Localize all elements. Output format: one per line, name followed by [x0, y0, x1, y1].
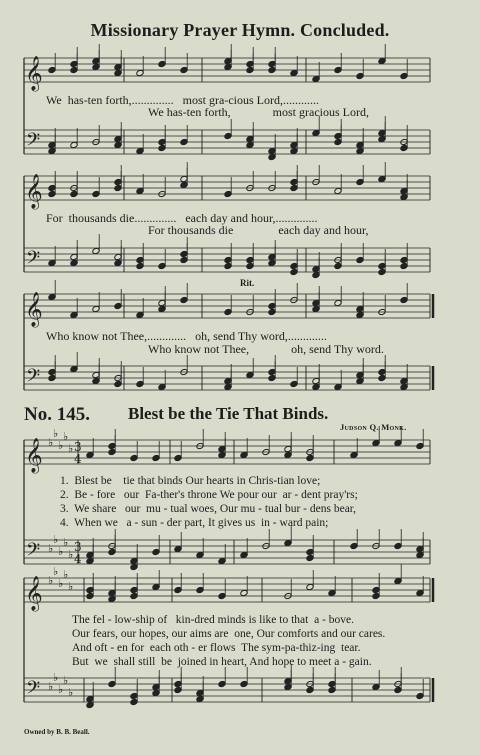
treble-clef-icon: 𝄞 — [25, 174, 43, 209]
flat-sign: ♭ — [58, 545, 64, 558]
bass-clef-icon: 𝄢 — [26, 130, 41, 155]
staff — [24, 438, 430, 474]
time-sig-top: 3 — [74, 540, 82, 554]
flat-sign: ♭ — [63, 536, 69, 549]
flat-sign: ♭ — [68, 548, 74, 561]
time-sig-bottom: 4 — [74, 452, 82, 466]
flat-sign: ♭ — [53, 565, 59, 578]
verse-2-line-b: Our fears, our hopes, our aims are one, Our comforts and our cares. — [72, 628, 386, 640]
owner-credit: Owned by B. B. Beall. — [24, 728, 90, 736]
flat-sign: ♭ — [48, 680, 54, 693]
flat-sign: ♭ — [48, 436, 54, 449]
time-sig-bottom: 4 — [74, 552, 82, 566]
verse-1-line-b: The fel - low-ship of kin-dred minds is like to that a - bove. — [72, 614, 355, 626]
flat-sign: ♭ — [58, 439, 64, 452]
verse-3-line-b: And oft - en for each oth - er flows The sym-pa-thiz-ing tear. — [72, 642, 361, 654]
verse-3-line-a: 3. We share our mu - tual woes, Our mu - tual bur - dens bear, — [60, 503, 357, 515]
verse-2-line-a: 2. Be - fore our Fa-ther's throne We pour our ar - dent pray'rs; — [60, 489, 358, 501]
flat-sign: ♭ — [68, 580, 74, 593]
flat-sign: ♭ — [63, 568, 69, 581]
staff — [24, 576, 430, 612]
bass-clef-icon: 𝄢 — [26, 678, 41, 703]
hymn-title: Blest be the Tie That Binds. — [128, 404, 329, 423]
flat-sign: ♭ — [48, 542, 54, 555]
flat-sign: ♭ — [58, 577, 64, 590]
treble-clef-icon: 𝄞 — [25, 438, 43, 473]
flat-sign: ♭ — [58, 683, 64, 696]
flat-sign: ♭ — [53, 427, 59, 440]
hymn-number: No. 145. — [24, 404, 90, 425]
staff — [24, 678, 430, 703]
flat-sign: ♭ — [68, 686, 74, 699]
bass-clef-icon: 𝄢 — [26, 540, 41, 565]
lyric-line-2b: For thousands die each day and hour, — [148, 223, 369, 237]
flat-sign: ♭ — [63, 430, 69, 443]
lyric-line-1b: We has-ten forth, most gracious Lord, — [148, 105, 369, 119]
lyric-line-3a: Who know not Thee,............. oh, send Thy word,............. — [46, 329, 327, 343]
flat-sign: ♭ — [48, 574, 54, 587]
page-title: Missionary Prayer Hymn. Concluded. — [90, 20, 390, 40]
notes — [48, 44, 424, 709]
treble-clef-icon: 𝄞 — [25, 576, 43, 611]
verse-4-line-b: But we shall still be joined in heart, And hope to meet a - gain. — [72, 656, 372, 668]
flat-sign: ♭ — [53, 671, 59, 684]
treble-clef-icon: 𝄞 — [25, 292, 43, 327]
rit-mark: Rit. — [240, 278, 255, 288]
treble-clef-icon: 𝄞 — [25, 56, 43, 91]
bass-clef-icon: 𝄢 — [26, 248, 41, 273]
flat-sign: ♭ — [63, 674, 69, 687]
flat-sign: ♭ — [68, 442, 74, 455]
flat-sign: ♭ — [53, 533, 59, 546]
time-sig-top: 3 — [74, 440, 82, 454]
lyric-line-1a: We has-ten forth,.............. most gra-cious Lord,............ — [46, 93, 319, 107]
bass-clef-icon: 𝄢 — [26, 366, 41, 391]
lyric-line-2a: For thousands die.............. each day and hour,.............. — [46, 211, 318, 225]
composer: Judson Q. Monk. — [340, 422, 407, 432]
verse-4-line-a: 4. When we a - sun - der part, It gives us in - ward pain; — [60, 517, 329, 529]
verse-1-line-a: 1. Blest be tie that binds Our hearts in Chris-tian love; — [60, 475, 321, 487]
lyric-line-3b: Who know not Thee, oh, send Thy word. — [148, 342, 384, 356]
staff — [24, 540, 430, 565]
